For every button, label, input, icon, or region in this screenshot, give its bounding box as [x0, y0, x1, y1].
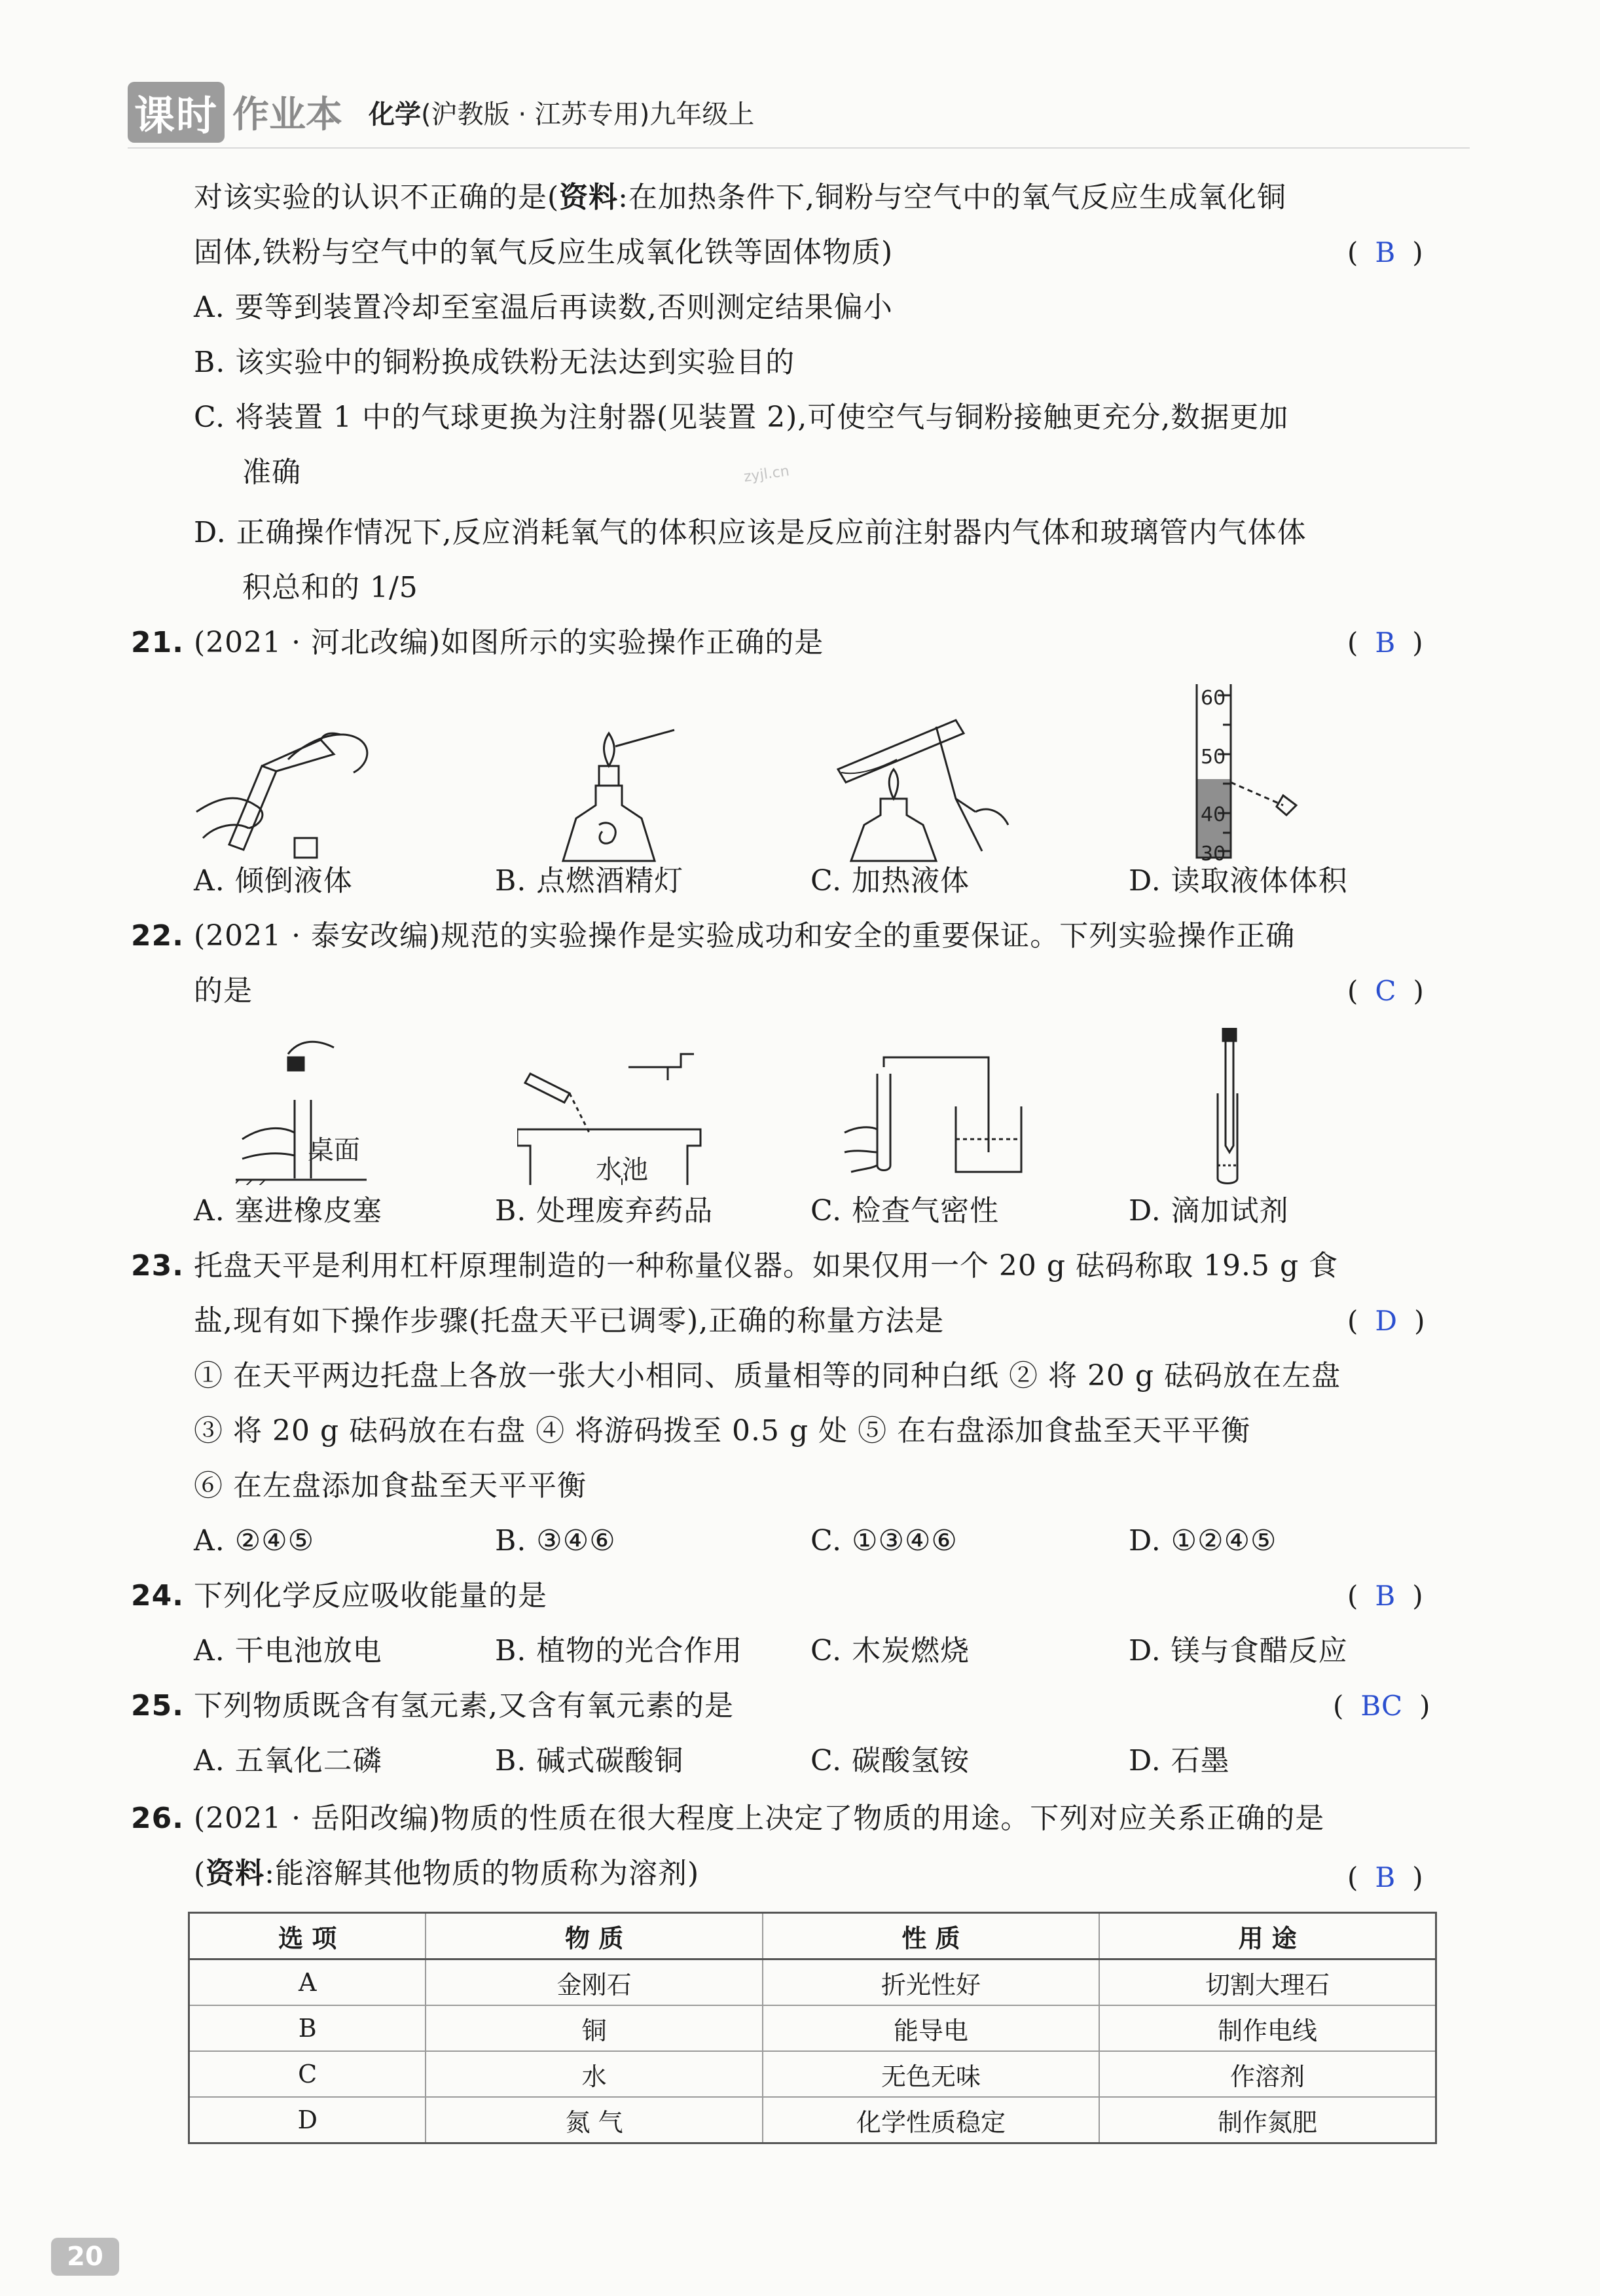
q22-stem-line1 [131, 917, 1295, 956]
page-number: 20 [51, 2238, 119, 2276]
q21-option-b: B. 点燃酒精灯 [495, 864, 684, 898]
q23-option-b: B. ③④⑥ [495, 1524, 616, 1558]
tick-label: 50 [1201, 746, 1226, 769]
q20-option-d: D. 正确操作情况下,反应消耗氧气的体积应该是反应前注射器内气体和玻璃管内气体体 [194, 516, 1307, 549]
q22-option-b: B. 处理废弃药品 [495, 1194, 714, 1228]
q24-answer: ( B ) [1347, 1580, 1423, 1612]
column-header: 选 项 [189, 1913, 426, 1959]
table-cell: 切割大理石 [1099, 1959, 1436, 2006]
answer-value: B [1375, 236, 1396, 268]
q22-answer: ( C ) [1347, 975, 1424, 1007]
table-cell: 作溶剂 [1099, 2051, 1436, 2097]
q24-option-c: C. 木炭燃烧 [810, 1634, 970, 1667]
q23-text: 托盘天平是利用杠杆原理制造的一种称量仪器。如果仅用一个 20 g 砝码称取 19.5 g 食 [193, 1249, 1339, 1283]
q23-number: 23. [131, 1249, 184, 1283]
q20-resource-label: 资料 [559, 181, 619, 214]
table-cell: C [189, 2051, 426, 2097]
q26-stem-line1 [131, 1799, 1324, 1838]
tick-label: 60 [1201, 687, 1226, 710]
q26-number: 26. [131, 1802, 184, 1835]
q23-stem-line2: 盐,现有如下操作步骤(托盘天平已调零),正确的称量方法是 [194, 1304, 945, 1338]
q25-option-b: B. 碱式碳酸铜 [495, 1744, 684, 1777]
column-header: 性 质 [763, 1913, 1099, 1959]
answer-value: B [1375, 1580, 1396, 1612]
table-cell: 氮 气 [426, 2097, 762, 2143]
adding-reagent-figure [1178, 1028, 1283, 1185]
desk-label: 桌面 [308, 1135, 360, 1165]
q26-table [188, 1912, 1437, 2144]
q25-text: 下列物质既含有氢元素,又含有氧元素的是 [193, 1689, 734, 1722]
q21-answer: ( B ) [1347, 627, 1423, 659]
q20-option-a: A. 要等到装置冷却至室温后再读数,否则测定结果偏小 [194, 291, 893, 324]
q21-option-c: C. 加热液体 [810, 864, 970, 898]
table-cell: 铜 [426, 2005, 762, 2051]
q23-answer: ( D ) [1347, 1305, 1425, 1337]
q22-option-c: C. 检查气密性 [810, 1194, 1000, 1228]
heating-liquid-figure [825, 707, 1021, 864]
q26-stem-line2 [194, 1854, 699, 1893]
table-cell: 水 [426, 2051, 762, 2097]
q25-stem [131, 1686, 734, 1726]
column-header: 用 途 [1099, 1913, 1436, 1959]
q23-steps-line3: ⑥ 在左盘添加食盐至天平平衡 [194, 1469, 587, 1503]
q20-option-d-cont: 积总和的 1/5 [242, 571, 418, 604]
page-header [128, 84, 754, 140]
q20-option-b: B. 该实验中的铜粉换成铁粉无法达到实验目的 [194, 346, 795, 379]
lighting-alcohol-lamp-figure [537, 714, 681, 864]
subject-label: 化学 [369, 99, 422, 130]
table-row [189, 2051, 1436, 2097]
q22-text: (2021 · 泰安改编)规范的实验操作是实验成功和安全的重要保证。下列实验操作正确 [193, 919, 1296, 953]
q23-steps-line2: ③ 将 20 g 砝码放在右盘 ④ 将游码拨至 0.5 g 处 ⑤ 在右盘添加食盐至天平平衡 [194, 1414, 1251, 1448]
q25-number: 25. [131, 1689, 184, 1722]
q20-stem-part: 对该实验的认识不正确的是( [194, 181, 560, 214]
table-row [189, 1959, 1436, 2006]
q21-option-d: D. 读取液体体积 [1129, 864, 1348, 898]
q26-answer: ( B ) [1347, 1861, 1423, 1893]
logo-text: 作业本 [232, 94, 343, 136]
q20-option-c: C. 将装置 1 中的气球更换为注射器(见装置 2),可使空气与铜粉接触更充分,数据更加 [194, 401, 1289, 434]
table-cell: 制作氮肥 [1099, 2097, 1436, 2143]
q23-option-d: D. ①②④⑤ [1129, 1524, 1277, 1558]
q22-stem-line2: 的是 [194, 974, 253, 1008]
table-cell: 无色无味 [763, 2051, 1099, 2097]
table-row [189, 2005, 1436, 2051]
q21-option-a: A. 倾倒液体 [194, 864, 353, 898]
q24-stem [131, 1576, 547, 1616]
answer-value: C [1375, 975, 1396, 1007]
table-cell: A [189, 1959, 426, 2006]
checking-airtightness-figure [831, 1054, 1041, 1185]
q20-stem-line2: 固体,铁粉与空气中的氧气反应生成氧化铁等固体物质) [194, 236, 894, 269]
table-cell: 制作电线 [1099, 2005, 1436, 2051]
q24-text: 下列化学反应吸收能量的是 [193, 1579, 547, 1613]
disposing-waste-figure [517, 1048, 707, 1185]
tick-label: 40 [1201, 803, 1226, 826]
q24-option-a: A. 干电池放电 [194, 1634, 382, 1667]
q21-stem [131, 623, 824, 663]
q25-option-d: D. 石墨 [1129, 1744, 1230, 1777]
table-cell: 化学性质稳定 [763, 2097, 1099, 2143]
q23-option-a: A. ②④⑤ [194, 1524, 315, 1558]
answer-value: D [1375, 1305, 1398, 1337]
watermark: zyjl.cn [742, 463, 791, 486]
q25-answer: ( BC ) [1333, 1690, 1430, 1722]
q21-text: (2021 · 河北改编)如图所示的实验操作正确的是 [193, 626, 824, 659]
q24-option-b: B. 植物的光合作用 [495, 1634, 743, 1667]
reading-cylinder-figure [1165, 681, 1309, 864]
column-header: 物 质 [426, 1913, 762, 1959]
q22-option-a: A. 塞进橡皮塞 [194, 1194, 382, 1228]
table-cell: 能导电 [763, 2005, 1099, 2051]
table-cell: 折光性好 [763, 1959, 1099, 2006]
table-row [189, 2097, 1436, 2143]
q21-number: 21. [131, 626, 184, 659]
q22-option-d: D. 滴加试剂 [1129, 1194, 1289, 1228]
q20-stem-line1 [194, 178, 1286, 217]
q20-answer: ( B ) [1347, 236, 1423, 268]
q20-option-c-cont: 准确 [242, 456, 301, 489]
q26-text-part: :能溶解其他物质的物质称为溶剂) [264, 1857, 700, 1890]
q24-number: 24. [131, 1579, 184, 1613]
q26-resource-label: 资料 [206, 1857, 265, 1890]
table-cell: B [189, 2005, 426, 2051]
answer-value: BC [1360, 1690, 1403, 1722]
answer-value: B [1375, 1861, 1396, 1893]
table-cell: D [189, 2097, 426, 2143]
q22-number: 22. [131, 919, 184, 953]
answer-value: B [1375, 627, 1396, 659]
q23-option-c: C. ①③④⑥ [810, 1524, 958, 1558]
inserting-stopper-figure [236, 1028, 380, 1185]
q26-text: (2021 · 岳阳改编)物质的性质在很大程度上决定了物质的用途。下列对应关系正确的是 [193, 1802, 1325, 1835]
header-divider [128, 147, 1470, 149]
logo-box: 课时 [128, 82, 225, 143]
q26-text-part: ( [194, 1857, 206, 1890]
q23-steps-line1: ① 在天平两边托盘上各放一张大小相同、质量相等的同种白纸 ② 将 20 g 砝码放在左盘 [194, 1359, 1341, 1393]
q25-option-a: A. 五氧化二磷 [194, 1744, 382, 1777]
tick-label: 30 [1201, 843, 1226, 864]
pouring-liquid-figure [190, 714, 386, 864]
sink-label: 水池 [596, 1155, 648, 1185]
table-cell: 金刚石 [426, 1959, 762, 2006]
q24-option-d: D. 镁与食醋反应 [1129, 1634, 1348, 1667]
table-header-row [189, 1913, 1436, 1959]
edition-label: (沪教版 · 江苏专用)九年级上 [421, 99, 755, 130]
q23-stem-line1 [131, 1247, 1338, 1286]
header-subject [369, 94, 754, 131]
q25-option-c: C. 碳酸氢铵 [810, 1744, 970, 1777]
q20-stem-part: :在加热条件下,铜粉与空气中的氧气反应生成氧化铜 [618, 181, 1286, 214]
